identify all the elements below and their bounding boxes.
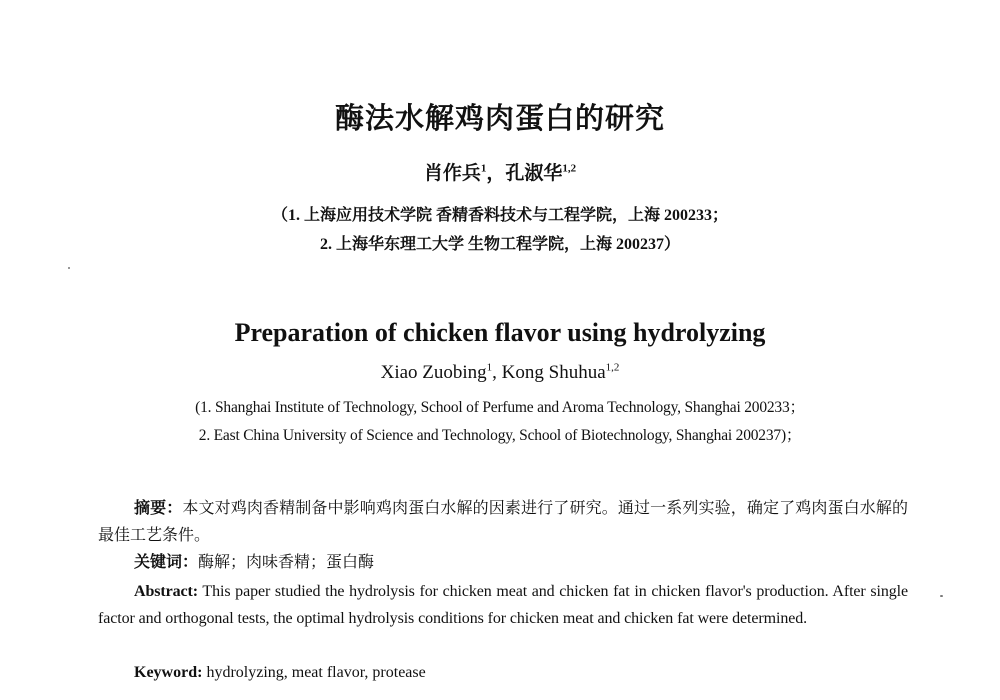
chinese-abstract-text: 本文对鸡肉香精制备中影响鸡肉蛋白水解的因素进行了研究。通过一系列实验，确定了鸡肉蛋白水解的最佳工艺条件。 <box>98 500 908 544</box>
english-keywords <box>98 659 908 686</box>
english-keywords-label: Keyword: <box>134 664 203 681</box>
chinese-author-2: 孔淑华 <box>505 163 563 184</box>
chinese-keywords-text: 酶解；肉味香精；蛋白酶 <box>198 554 375 571</box>
chinese-author-1: 肖作兵 <box>423 163 481 184</box>
english-author-1: Xiao Zuobing <box>380 362 487 383</box>
chinese-affiliation-1: （1. 上海应用技术学院 香精香料技术与工程学院，上海 200233； <box>271 207 728 224</box>
english-author-2: Kong Shuhua <box>501 362 606 383</box>
chinese-affiliation-2: 2. 上海华东理工大学 生物工程学院，上海 200237） <box>319 236 680 253</box>
english-author-1-affil-mark: 1 <box>486 361 493 374</box>
english-author-2-affil-mark: 1,2 <box>605 361 620 374</box>
chinese-author-separator: ， <box>486 163 506 184</box>
chinese-abstract-label: 摘要： <box>134 500 183 517</box>
english-author-separator: , <box>492 362 502 383</box>
scan-speck <box>68 267 70 269</box>
chinese-keywords <box>98 549 908 576</box>
chinese-title: 酶法水解鸡肉蛋白的研究 <box>334 103 665 135</box>
english-title: Preparation of chicken flavor using hydrolyzing <box>234 318 766 347</box>
english-abstract <box>98 578 908 632</box>
chinese-authors <box>0 158 1000 185</box>
chinese-abstract <box>98 495 908 549</box>
chinese-keywords-label: 关键词： <box>134 554 199 571</box>
english-authors <box>0 362 1000 384</box>
english-abstract-label: Abstract: <box>134 583 198 600</box>
chinese-author-2-affil-mark: 1,2 <box>562 162 577 175</box>
scan-speck <box>940 595 943 597</box>
english-affiliation-1: (1. Shanghai Institute of Technology, School of Perfume and Aroma Technology, Shanghai 200233； <box>195 399 805 416</box>
chinese-author-1-affil-mark: 1 <box>480 162 487 175</box>
english-keywords-text: hydrolyzing, meat flavor, protease <box>202 664 426 681</box>
english-abstract-text: This paper studied the hydrolysis for chicken meat and chicken fat in chicken flavor's production. After single factor and orthogonal tests, the optimal hydrolysis conditions for chicken meat and chicken fat were determined. <box>98 583 908 627</box>
english-affiliation-2: 2. East China University of Science and Technology, School of Biotechnology, Shanghai 200237)； <box>198 427 802 444</box>
